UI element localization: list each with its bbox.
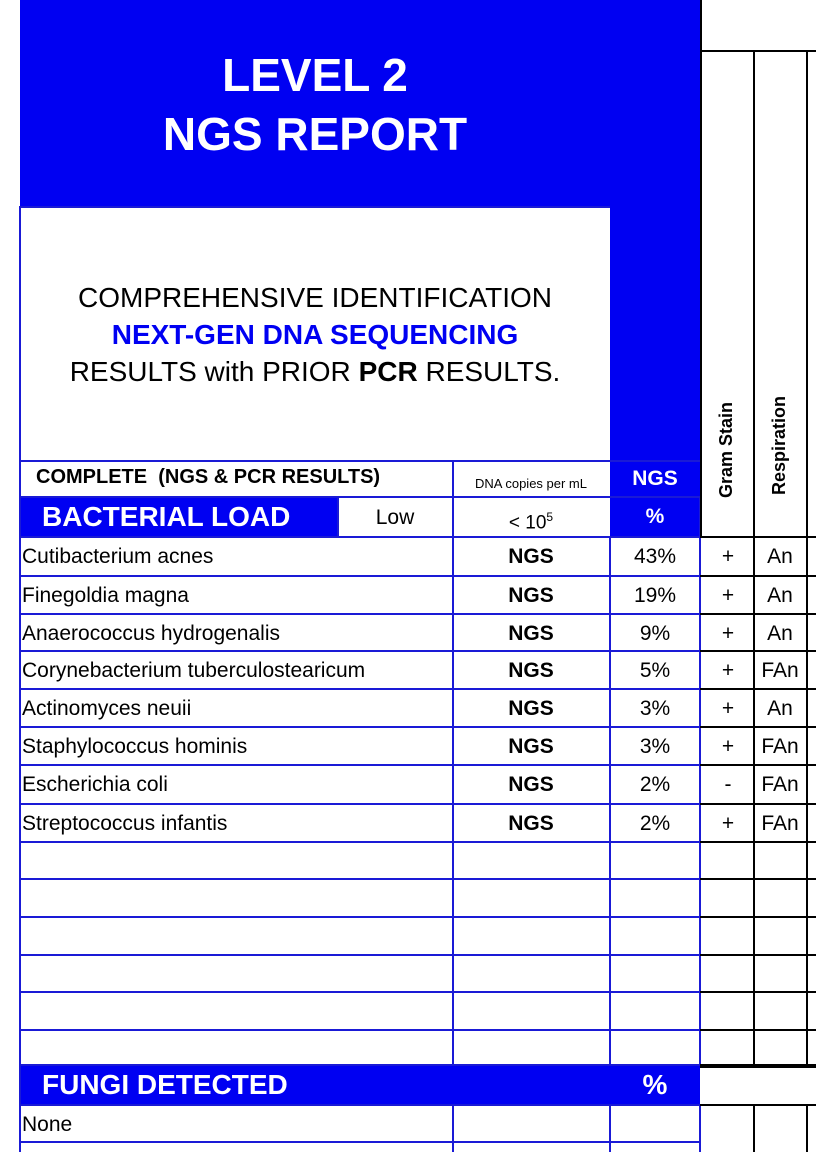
fungi-percent-label: %	[642, 1069, 668, 1100]
detection-source: NGS	[508, 735, 554, 758]
grid-line	[20, 650, 700, 652]
bacterial-load-value-exponent: 5	[546, 510, 554, 524]
species-name: Staphylococcus hominis	[22, 735, 248, 758]
detection-source: NGS	[508, 697, 554, 720]
detection-source: NGS	[508, 622, 554, 645]
detection-source: NGS	[508, 584, 554, 607]
grid-line	[20, 1104, 700, 1106]
bacterial-load-value-base: < 10	[508, 512, 547, 534]
species-name: Actinomyces neuii	[22, 697, 192, 720]
species-name: Escherichia coli	[22, 773, 168, 796]
respiration-value: FAn	[761, 735, 799, 758]
grid-line	[609, 1104, 611, 1152]
bacterial-load-label: BACTERIAL LOAD	[42, 501, 291, 532]
grid-line	[20, 206, 610, 208]
description-line-3-c: RESULTS.	[417, 356, 561, 387]
gram-stain-value: +	[721, 545, 735, 568]
percent-column-label: %	[645, 505, 665, 528]
grid-line	[700, 650, 816, 652]
gram-stain-header: Gram Stain	[716, 402, 736, 499]
description-line-1: COMPREHENSIVE IDENTIFICATION	[78, 282, 552, 313]
abundance-percent: 43%	[633, 545, 677, 568]
abundance-percent: 3%	[639, 697, 671, 720]
grid-line	[20, 496, 700, 498]
grid-line	[700, 726, 816, 728]
gram-stain-value: +	[721, 697, 735, 720]
dna-copies-label: DNA copies per mL	[475, 476, 587, 491]
grid-line	[452, 1104, 454, 1152]
grid-line	[20, 764, 700, 766]
grid-line	[700, 688, 816, 690]
abundance-percent: 3%	[639, 735, 671, 758]
respiration-value: FAn	[761, 812, 799, 835]
gram-stain-value: +	[721, 812, 735, 835]
fungus-name: None	[22, 1113, 73, 1136]
grid-line	[700, 841, 816, 843]
detection-source: NGS	[508, 773, 554, 796]
grid-line	[700, 803, 816, 805]
grid-line	[700, 954, 816, 956]
description-line-3-a: RESULTS with PRIOR	[69, 356, 359, 387]
description-line-2: NEXT-GEN DNA SEQUENCING	[111, 319, 519, 350]
description-line-3	[20, 353, 610, 390]
grid-line	[700, 1104, 816, 1106]
grid-line	[700, 575, 816, 577]
abundance-percent: 5%	[639, 659, 671, 682]
respiration-value: An	[767, 622, 793, 645]
grid-line	[20, 803, 700, 805]
abundance-percent: 9%	[639, 622, 671, 645]
grid-line	[20, 460, 700, 462]
grid-line	[20, 878, 700, 880]
grid-line	[700, 878, 816, 880]
respiration-value: An	[767, 697, 793, 720]
grid-line	[699, 1104, 701, 1152]
report-level-title: LEVEL 2	[222, 49, 408, 101]
ngs-column-header-band	[610, 0, 700, 536]
grid-line	[20, 726, 700, 728]
report-title: NGS REPORT	[162, 108, 468, 160]
grid-line	[452, 460, 454, 1066]
grid-line	[20, 916, 700, 918]
grid-line	[806, 1104, 808, 1152]
grid-line	[700, 1064, 816, 1066]
grid-line	[753, 1104, 755, 1152]
grid-line	[700, 613, 816, 615]
species-name: Cutibacterium acnes	[22, 545, 214, 568]
grid-line	[699, 496, 701, 1066]
abundance-percent: 2%	[639, 812, 671, 835]
grid-line	[700, 0, 702, 536]
gram-stain-value: +	[721, 622, 735, 645]
respiration-value: FAn	[761, 773, 799, 796]
grid-line	[700, 1029, 816, 1031]
grid-line	[700, 536, 816, 538]
grid-line	[20, 1141, 700, 1143]
detection-source: NGS	[508, 812, 554, 835]
grid-line	[20, 991, 700, 993]
species-name: Anaerococcus hydrogenalis	[22, 622, 280, 645]
grid-line	[20, 575, 700, 577]
grid-line	[609, 536, 611, 1066]
grid-line	[700, 764, 816, 766]
grid-line	[20, 841, 700, 843]
description-line-3-pcr: PCR	[358, 356, 418, 387]
grid-line	[20, 613, 700, 615]
grid-line	[20, 1064, 700, 1066]
species-name: Corynebacterium tuberculostearicum	[22, 659, 366, 682]
grid-line	[700, 916, 816, 918]
abundance-percent: 2%	[639, 773, 671, 796]
grid-line	[806, 50, 808, 1066]
respiration-header: Respiration	[769, 396, 789, 496]
grid-line	[337, 496, 339, 536]
detection-source: NGS	[508, 659, 554, 682]
grid-line	[20, 954, 700, 956]
grid-line	[19, 206, 21, 1152]
respiration-value: An	[767, 545, 793, 568]
detection-source: NGS	[508, 545, 554, 568]
species-name: Streptococcus infantis	[22, 812, 228, 835]
respiration-value: An	[767, 584, 793, 607]
grid-line	[700, 50, 816, 52]
fungi-detected-label: FUNGI DETECTED	[42, 1069, 288, 1100]
grid-line	[20, 1029, 700, 1031]
respiration-value: FAn	[761, 659, 799, 682]
abundance-percent: 19%	[633, 584, 677, 607]
complete-results-label: COMPLETE (NGS & PCR RESULTS)	[36, 466, 381, 488]
gram-stain-value: +	[721, 584, 735, 607]
gram-stain-value: +	[721, 735, 735, 758]
bacterial-load-level: Low	[375, 506, 415, 529]
grid-line	[700, 1066, 816, 1068]
gram-stain-value: -	[724, 773, 732, 796]
grid-line	[20, 688, 700, 690]
grid-line	[20, 536, 700, 538]
gram-stain-value: +	[721, 659, 735, 682]
species-name: Finegoldia magna	[22, 584, 189, 607]
ngs-column-label: NGS	[632, 467, 678, 490]
grid-line	[753, 50, 755, 1066]
grid-line	[700, 991, 816, 993]
